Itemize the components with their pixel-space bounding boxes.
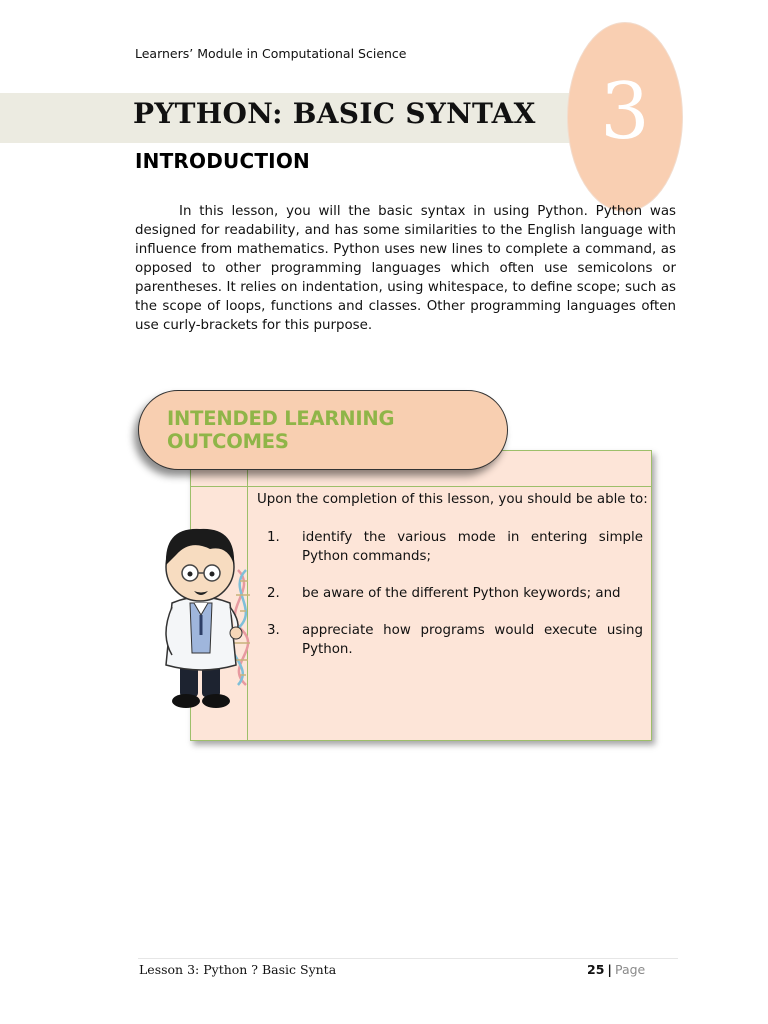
- footer-page-info: [587, 962, 645, 977]
- outcomes-title-pill: [138, 390, 508, 470]
- page-word: Page: [614, 962, 646, 977]
- outcome-text: be aware of the different Python keywords; and: [302, 586, 621, 601]
- lesson-title: PYTHON: BASIC SYNTAX: [133, 97, 536, 130]
- outcome-number: 2.: [267, 586, 280, 601]
- scientist-mascot-illustration: [150, 515, 268, 715]
- page-header: Learners’ Module in Computational Science: [135, 46, 407, 61]
- outcome-text: identify the various mode in entering simple Python commands;: [302, 530, 643, 564]
- outcomes-title: INTENDED LEARNING OUTCOMES: [167, 407, 395, 453]
- outcomes-box-divider-horizontal: [191, 486, 651, 487]
- outcome-item: [257, 528, 643, 566]
- outcomes-list: [257, 528, 643, 677]
- outcome-number: 1.: [267, 530, 280, 545]
- chapter-number: 3: [600, 67, 650, 157]
- chapter-badge: [567, 22, 683, 212]
- outcome-number: 3.: [267, 623, 280, 638]
- outcomes-intro: Upon the completion of this lesson, you should be able to:: [257, 492, 648, 507]
- introduction-paragraph: In this lesson, you will the basic syntax in using Python. Python was designed for readability, and has some similarities to the English language with influence from mathematics. Python uses new lines to complete a command, as opposed to other programming languages which often use semicolons or parentheses. It relies on indentation, using whitespace, to define scope; such as the scope of loops, functions and classes. Other programming languages often use curly-brackets for this purpose.: [135, 204, 676, 333]
- outcome-item: [257, 584, 643, 603]
- section-heading-introduction: INTRODUCTION: [135, 149, 310, 173]
- footer-divider: [138, 958, 678, 959]
- footer-lesson-label: Lesson 3: Python ? Basic Synta: [139, 962, 337, 977]
- outcome-item: [257, 621, 643, 659]
- outcome-text: appreciate how programs would execute using Python.: [302, 623, 643, 657]
- page-separator: |: [607, 962, 612, 977]
- page-number: 25: [587, 962, 605, 977]
